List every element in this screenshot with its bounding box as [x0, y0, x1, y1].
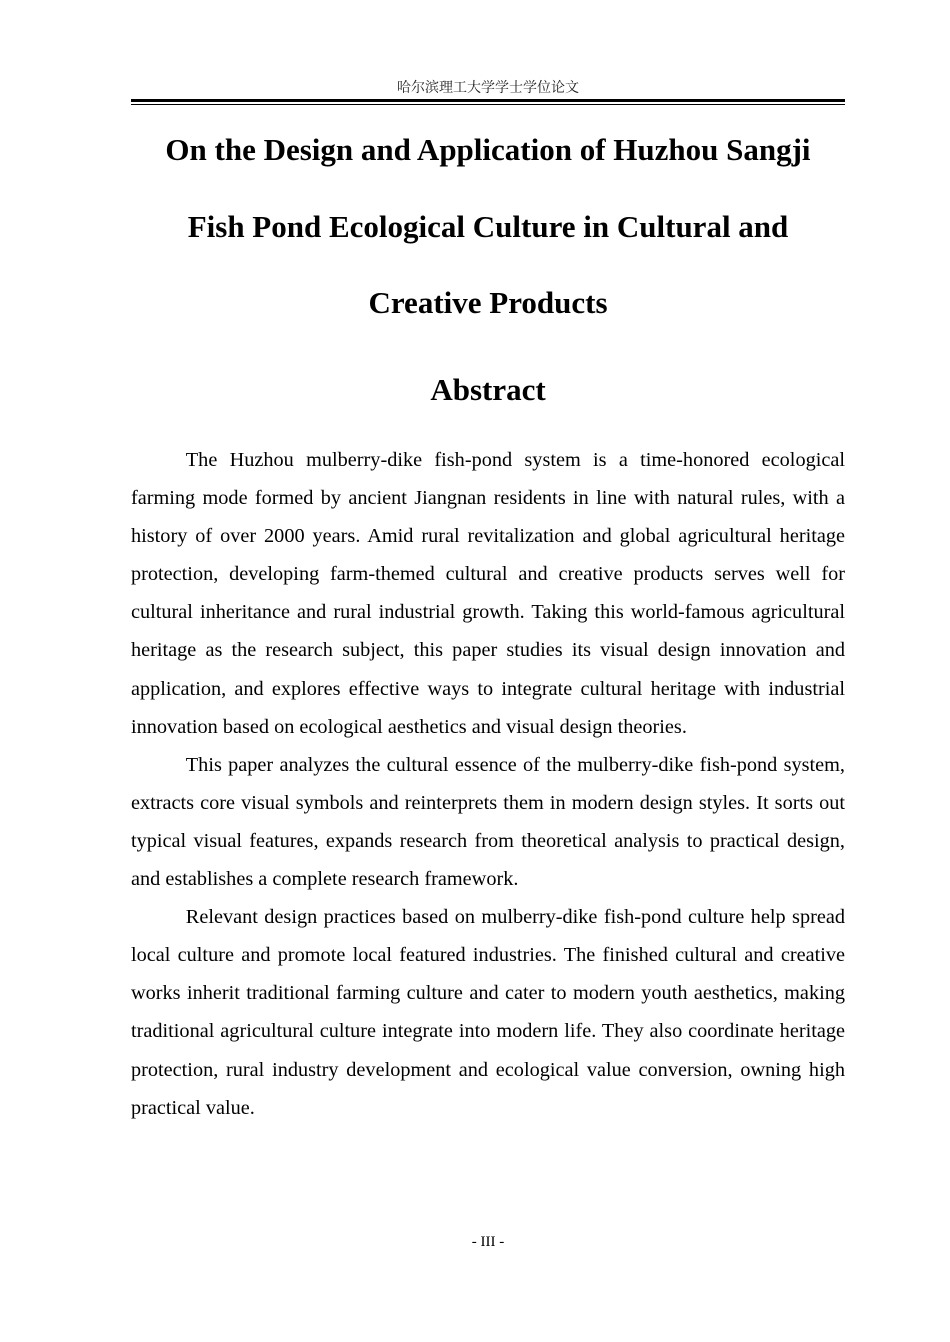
paper-title-line: Fish Pond Ecological Culture in Cultural and — [187, 208, 789, 244]
abstract-heading: Abstract — [430, 372, 546, 407]
paper-title-line: Creative Products — [368, 285, 608, 320]
header-rule-thin — [131, 104, 845, 105]
abstract-body — [131, 441, 845, 1127]
paper-title — [100, 112, 876, 342]
paper-title-line: On the Design and Application of Huzhou Sangji — [165, 132, 811, 167]
page-number: - III - — [471, 1234, 505, 1250]
header-rule-thick — [131, 99, 845, 102]
abstract-paragraph: This paper analyzes the cultural essence of the mulberry-dike fish-pond system, extracts core visual symbols and reinterprets them in modern design styles. It sorts out typical visual features, expands research from theoretical analysis to practical design, and establishes a complete research framework. — [131, 753, 845, 891]
abstract-paragraph: The Huzhou mulberry-dike fish-pond system is a time-honored ecological farming mode formed by ancient Jiangnan residents in line with natural rules, with a history of over 2000 years. Amid rural revitalization and global agricultural heritage protection, developing farm-themed cultural and creative products serves well for cultural inheritance and rural industrial growth. Taking this world-famous agricultural heritage as the research subject, this paper studies its visual design innovation and application, and explores effective ways to integrate cultural heritage with industrial innovation based on ecological aesthetics and visual design theories. — [131, 449, 845, 738]
abstract-paragraph: Relevant design practices based on mulberry-dike fish-pond culture help spread local culture and promote local featured industries. The finished cultural and creative works inherit traditional farming culture and cater to modern youth aesthetics, making traditional agricultural culture integrate into modern life. They also coordinate heritage protection, rural industry development and ecological value conversion, owning high practical value. — [131, 906, 845, 1119]
running-header: 哈尔滨理工大学学士学位论文 — [397, 80, 579, 96]
